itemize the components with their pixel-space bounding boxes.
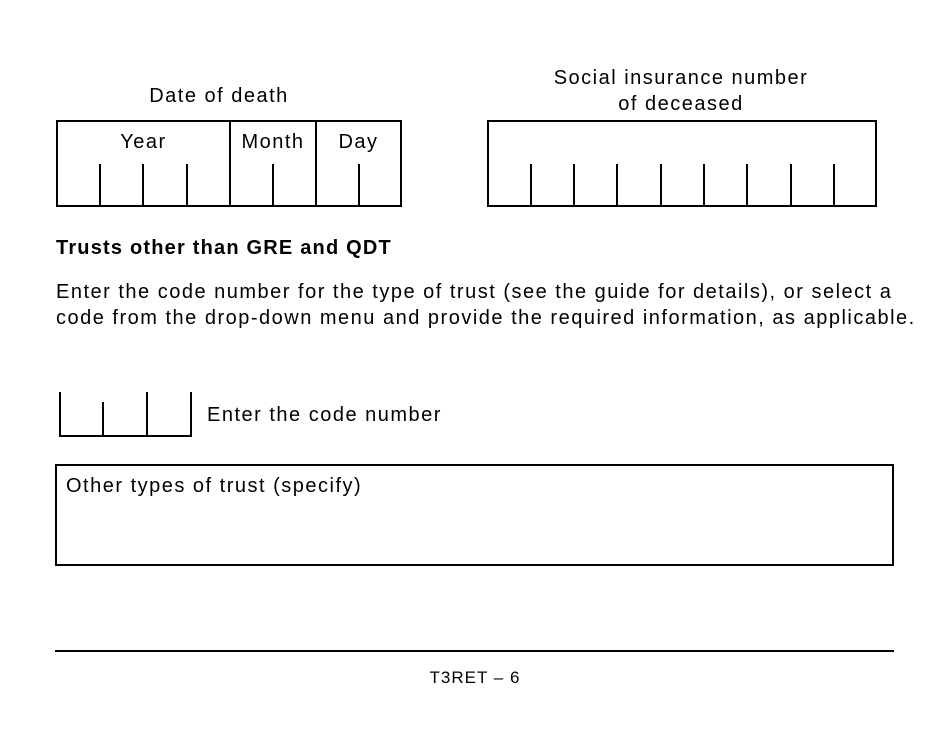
sin-field[interactable]	[487, 120, 877, 207]
other-trust-type-field[interactable]	[55, 464, 894, 566]
footer-divider	[55, 650, 894, 652]
comb-baseline	[59, 435, 192, 437]
digit-tick	[746, 164, 748, 205]
digit-tick	[272, 164, 274, 205]
digit-tick	[660, 164, 662, 205]
date-of-death-label: Date of death	[149, 85, 289, 107]
month-header: Month	[241, 131, 305, 153]
year-header: Year	[120, 131, 167, 153]
other-trust-type-label: Other types of trust (specify)	[66, 475, 363, 497]
digit-tick	[190, 392, 192, 437]
digit-tick	[616, 164, 618, 205]
digit-tick	[102, 402, 104, 437]
sin-label-line1: Social insurance number	[553, 67, 809, 89]
digit-tick	[833, 164, 835, 205]
day-header: Day	[338, 131, 379, 153]
digit-tick	[703, 164, 705, 205]
digit-tick	[99, 164, 101, 205]
date-of-death-field[interactable]	[56, 120, 402, 207]
digit-tick	[790, 164, 792, 205]
digit-tick	[142, 164, 144, 205]
sin-label	[488, 65, 874, 117]
sin-label-line2: of deceased	[618, 93, 744, 115]
code-number-field[interactable]	[59, 392, 192, 437]
instructions-text: Enter the code number for the type of trust (see the guide for details), or select a code from the drop-down menu and provide the required information, as applicable.	[56, 281, 916, 329]
digit-tick	[59, 392, 61, 437]
page-number: T3RET – 6	[429, 668, 521, 687]
digit-tick	[573, 164, 575, 205]
digit-tick	[186, 164, 188, 205]
digit-tick	[146, 392, 148, 437]
digit-tick	[530, 164, 532, 205]
section-heading: Trusts other than GRE and QDT	[56, 237, 392, 259]
digit-tick	[358, 164, 360, 205]
code-number-label: Enter the code number	[207, 404, 442, 426]
